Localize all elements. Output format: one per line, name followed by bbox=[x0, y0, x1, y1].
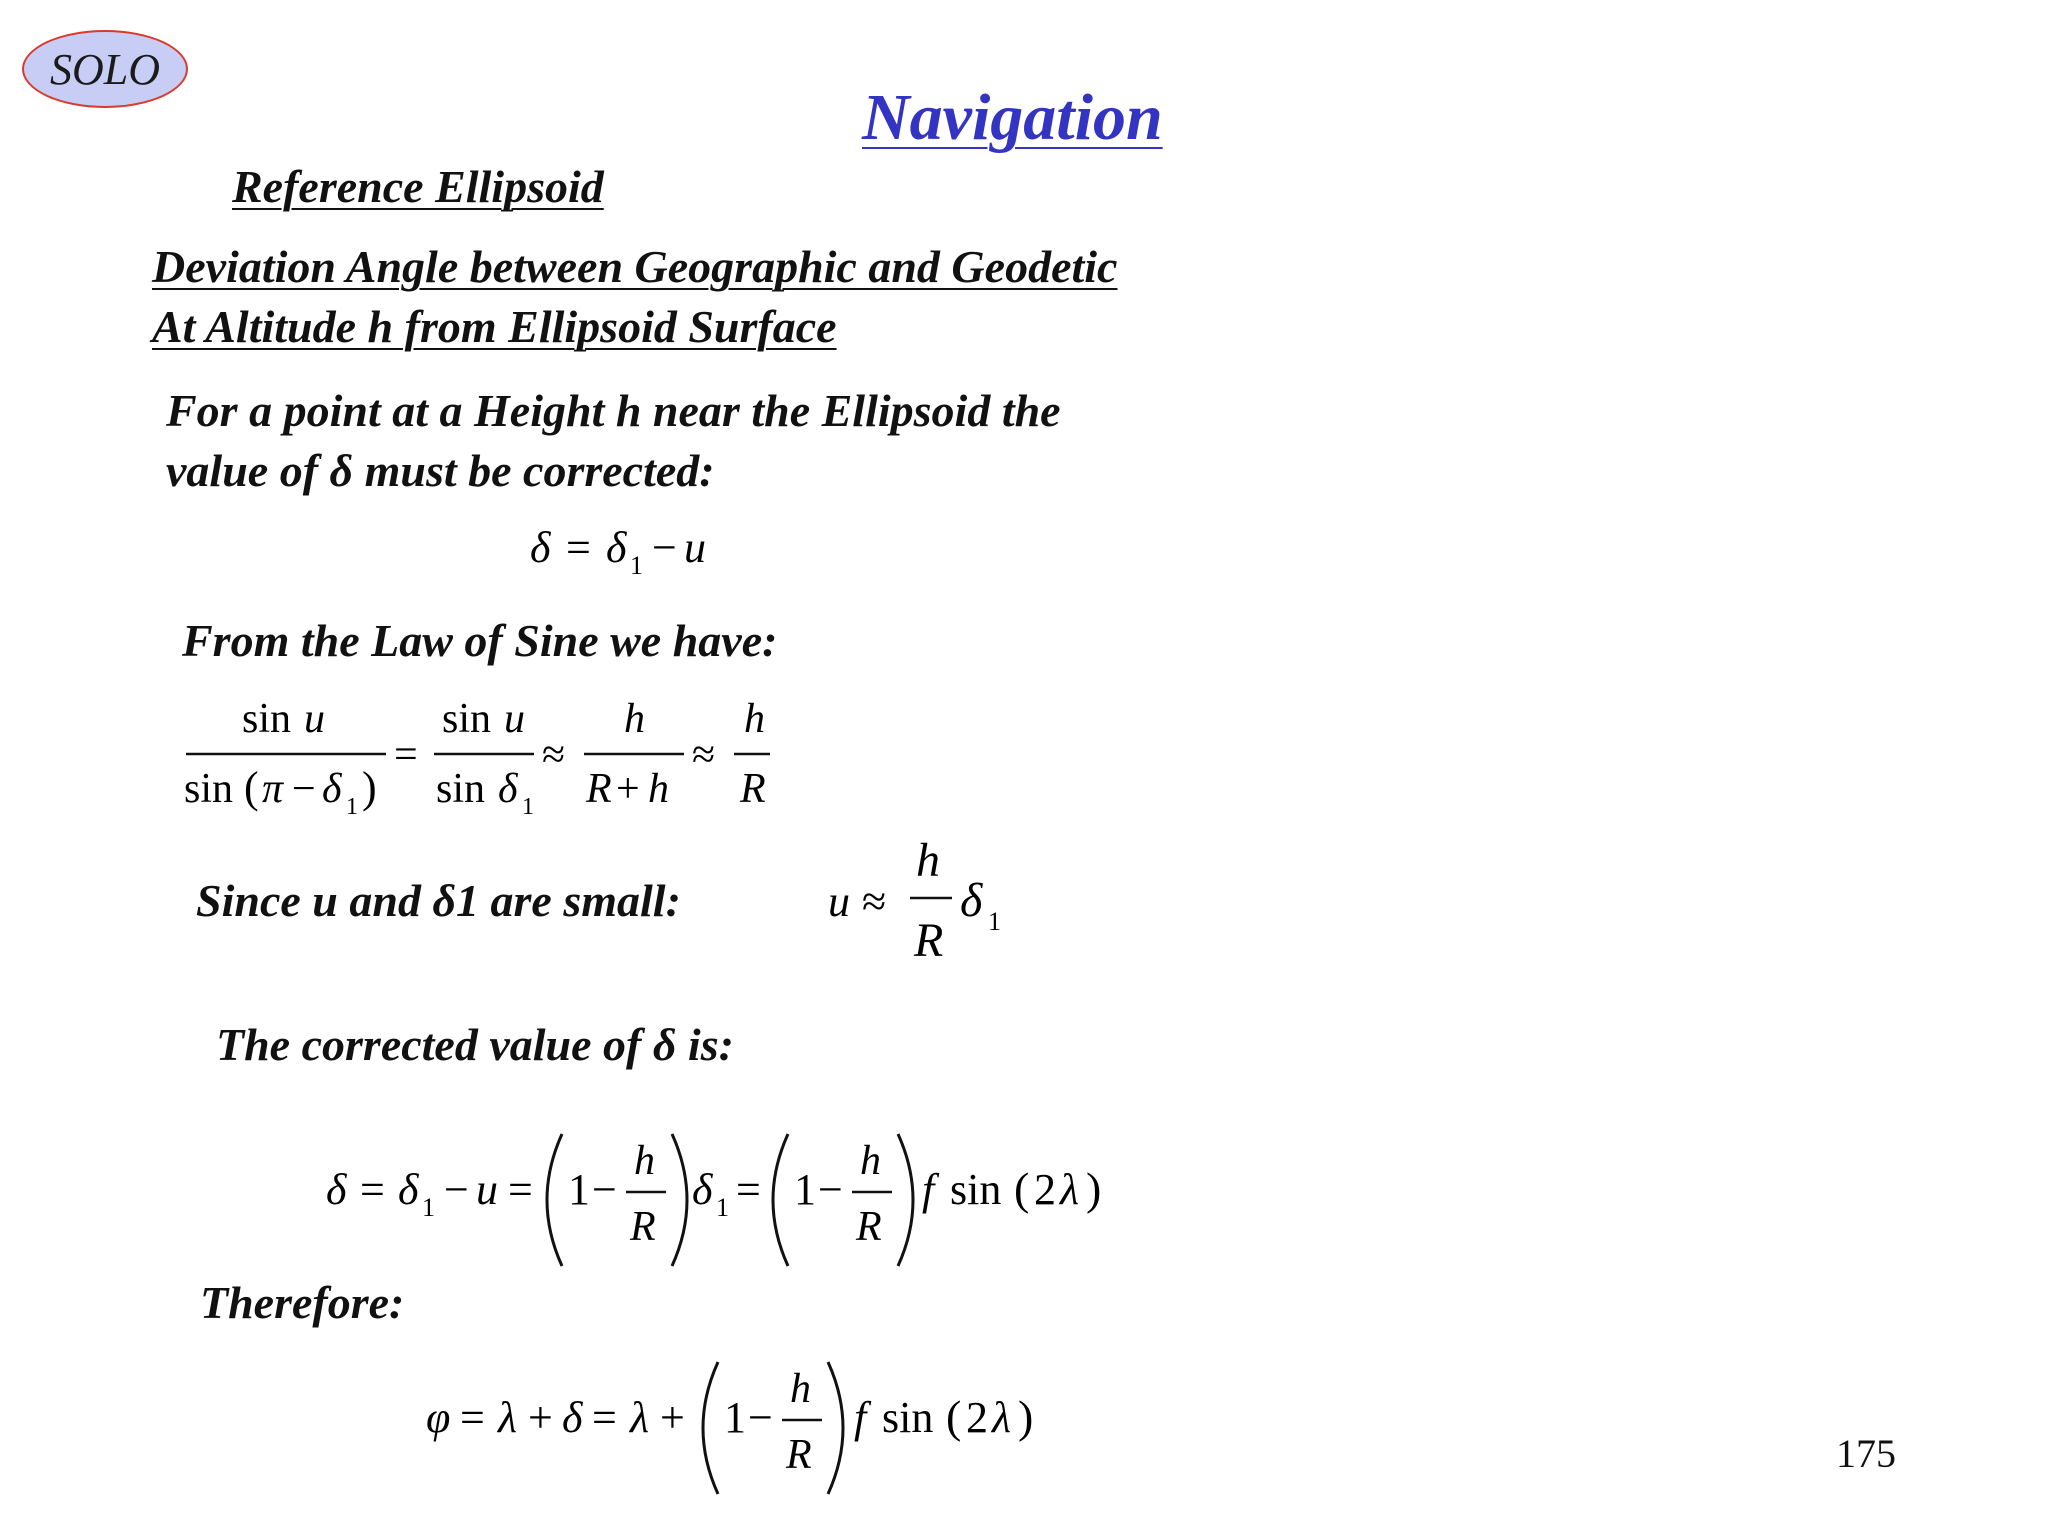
svg-text:δ: δ bbox=[562, 1393, 583, 1442]
svg-text:R: R bbox=[786, 1432, 812, 1478]
svg-text:λ: λ bbox=[1060, 1165, 1080, 1214]
svg-text:h: h bbox=[790, 1366, 811, 1412]
svg-text:δ: δ bbox=[322, 766, 342, 812]
svg-text:1: 1 bbox=[724, 1393, 746, 1442]
svg-text:−: − bbox=[592, 1165, 617, 1214]
svg-text:≈: ≈ bbox=[862, 877, 887, 926]
svg-text:1: 1 bbox=[568, 1165, 590, 1214]
svg-text:−: − bbox=[748, 1393, 773, 1442]
svg-text:1: 1 bbox=[988, 907, 1001, 936]
svg-text:2: 2 bbox=[966, 1393, 988, 1442]
svg-text:1: 1 bbox=[630, 551, 643, 580]
svg-text:(: ( bbox=[946, 1391, 962, 1442]
svg-text:≈: ≈ bbox=[542, 732, 566, 778]
svg-text:h: h bbox=[648, 766, 669, 812]
svg-text:λ: λ bbox=[992, 1393, 1012, 1442]
svg-text:): ) bbox=[362, 763, 377, 812]
equation-1-graphic bbox=[530, 518, 750, 582]
badge-label: SOLO bbox=[49, 44, 161, 94]
intro-line-2: value of δ must be corrected: bbox=[166, 445, 715, 496]
svg-text:sin: sin bbox=[242, 696, 292, 742]
svg-text:−: − bbox=[818, 1165, 843, 1214]
svg-text:u: u bbox=[504, 696, 525, 742]
svg-text:−: − bbox=[652, 523, 677, 572]
svg-text:R: R bbox=[586, 766, 612, 812]
svg-text:+: + bbox=[528, 1393, 553, 1442]
law-of-sine-text: From the Law of Sine we have: bbox=[182, 615, 778, 666]
svg-text:1: 1 bbox=[522, 794, 534, 820]
equation-2-graphic bbox=[180, 690, 800, 830]
svg-text:h: h bbox=[624, 696, 645, 742]
svg-text:h: h bbox=[860, 1138, 881, 1184]
svg-text:h: h bbox=[916, 836, 940, 887]
equation-5-graphic bbox=[426, 1354, 1046, 1504]
svg-text:f: f bbox=[922, 1165, 935, 1214]
svg-text:u: u bbox=[304, 696, 325, 742]
svg-text:=: = bbox=[460, 1393, 485, 1442]
svg-text:δ: δ bbox=[692, 1165, 713, 1214]
svg-text:1: 1 bbox=[716, 1193, 729, 1222]
svg-text:u: u bbox=[684, 523, 706, 572]
equation-3-graphic bbox=[822, 836, 1022, 976]
equation-4 bbox=[326, 1126, 1126, 1287]
equation-4-graphic bbox=[326, 1126, 1126, 1276]
svg-text:δ: δ bbox=[530, 523, 551, 572]
svg-text:u: u bbox=[828, 877, 850, 926]
svg-text:sin: sin bbox=[442, 696, 492, 742]
svg-text:R: R bbox=[630, 1204, 656, 1250]
svg-text:δ: δ bbox=[326, 1165, 347, 1214]
corrected-text: The corrected value of δ is: bbox=[216, 1019, 734, 1070]
svg-text:δ: δ bbox=[960, 874, 983, 927]
since-small-text: Since u and δ1 are small: bbox=[196, 875, 681, 926]
page-number: 175 bbox=[1836, 1431, 1896, 1476]
svg-text:=: = bbox=[736, 1165, 761, 1214]
svg-text:(: ( bbox=[1014, 1163, 1030, 1214]
svg-text:=: = bbox=[592, 1393, 617, 1442]
svg-text:sin: sin bbox=[950, 1165, 1002, 1214]
svg-text:h: h bbox=[634, 1138, 655, 1184]
svg-text:φ: φ bbox=[426, 1393, 451, 1442]
intro-line-1: For a point at a Height h near the Ellipsoid the bbox=[166, 385, 1061, 436]
svg-text:+: + bbox=[660, 1393, 685, 1442]
svg-text:1: 1 bbox=[422, 1193, 435, 1222]
therefore-text: Therefore: bbox=[200, 1277, 405, 1328]
svg-text:u: u bbox=[476, 1165, 498, 1214]
svg-text:−: − bbox=[444, 1165, 469, 1214]
equation-5 bbox=[426, 1354, 1046, 1515]
svg-text:λ: λ bbox=[498, 1393, 518, 1442]
svg-text:sin: sin bbox=[436, 766, 486, 812]
svg-text:R: R bbox=[740, 766, 766, 812]
slide-title: Navigation bbox=[862, 81, 1163, 154]
svg-text:sin: sin bbox=[184, 766, 234, 812]
svg-text:≈: ≈ bbox=[692, 732, 716, 778]
svg-text:=: = bbox=[360, 1165, 385, 1214]
svg-text:h: h bbox=[744, 696, 765, 742]
svg-text:R: R bbox=[856, 1204, 882, 1250]
svg-text:=: = bbox=[508, 1165, 533, 1214]
svg-text:): ) bbox=[1086, 1163, 1102, 1214]
svg-text:sin: sin bbox=[882, 1393, 934, 1442]
svg-text:δ: δ bbox=[498, 766, 518, 812]
svg-text:(: ( bbox=[244, 763, 259, 812]
svg-text:λ: λ bbox=[630, 1393, 650, 1442]
heading-line-1: Deviation Angle between Geographic and Geodetic bbox=[152, 241, 1118, 292]
svg-text:δ: δ bbox=[398, 1165, 419, 1214]
svg-text:1: 1 bbox=[346, 794, 358, 820]
svg-text:π: π bbox=[262, 766, 284, 812]
equation-1 bbox=[530, 518, 750, 593]
solo-badge bbox=[22, 30, 188, 108]
equation-3 bbox=[822, 836, 1022, 987]
svg-text:1: 1 bbox=[794, 1165, 816, 1214]
svg-text:−: − bbox=[292, 766, 316, 812]
svg-text:R: R bbox=[914, 914, 944, 967]
svg-text:): ) bbox=[1018, 1391, 1034, 1442]
svg-text:δ: δ bbox=[606, 523, 627, 572]
svg-text:+: + bbox=[616, 766, 640, 812]
equation-2 bbox=[180, 690, 800, 841]
svg-text:f: f bbox=[854, 1393, 867, 1442]
svg-text:2: 2 bbox=[1034, 1165, 1056, 1214]
svg-text:=: = bbox=[394, 732, 418, 778]
svg-text:=: = bbox=[566, 523, 591, 572]
subtitle: Reference Ellipsoid bbox=[232, 161, 604, 212]
heading-line-2: At Altitude h from Ellipsoid Surface bbox=[152, 301, 837, 352]
